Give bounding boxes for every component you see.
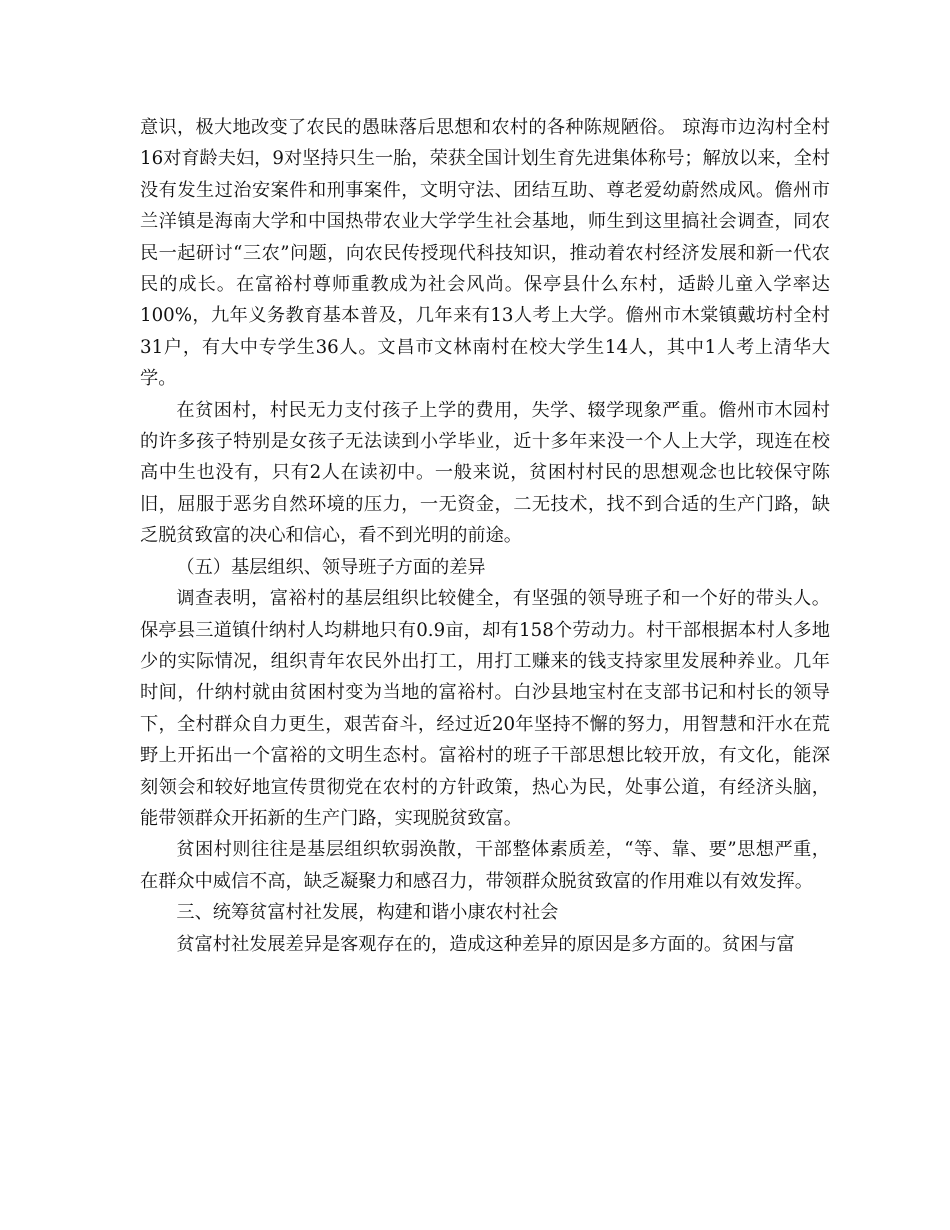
paragraph-differences-cause: 贫富村社发展差异是客观存在的，造成这种差异的原因是多方面的。贫困与富 <box>176 933 795 955</box>
section-heading-coordination: 三、统筹贫富村社发展，构建和谐小康农村社会 <box>176 902 559 924</box>
paragraph-poor-villages-leadership: 贫困村则往往是基层组织软弱涣散，干部整体素质差，“等、靠、要”思想严重，在群众中威信不高，缺乏凝聚力和感召力，带领群众脱贫致富的作用难以有效发挥。 <box>140 839 830 892</box>
section-heading-grassroots: （五）基层组织、领导班子方面的差异 <box>176 556 486 578</box>
paragraph-rich-villages-leadership: 调查表明，富裕村的基层组织比较健全，有坚强的领导班子和一个好的带头人。保亭县三道镇什纳村人均耕地只有0.9亩，却有158个劳动力。村干部根据本村人多地少的实际情况，组织青年农民外出打工，用打工赚来的钱支持家里发展种养业。几年时间，什纳村就由贫困村变为当地的富裕村。白沙县地宝村在支部书记和村长的领导下，全村群众自力更生，艰苦奋斗，经过近20年坚持不懈的努力，用智慧和汗水在荒野上开拓出一个富裕的文明生态村。富裕村的班子干部思想比较开放，有文化，能深刻领会和较好地宣传贯彻党在农村的方针政策，热心为民，处事公道，有经济头脑，能带领群众开拓新的生产门路，实现脱贫致富。 <box>140 588 830 829</box>
document-body <box>140 112 830 960</box>
paragraph-continuation: 意识，极大地改变了农民的愚昧落后思想和农村的各种陈规陋俗。 琼海市边沟村全村16对育龄夫妇，9对坚持只生一胎，荣获全国计划生育先进集体称号；解放以来，全村没有发生过治安案件和刑事案件，文明守法、团结互助、尊老爱幼蔚然成风。儋州市兰洋镇是海南大学和中国热带农业大学学生社会基地，师生到这里搞社会调查，同农民一起研讨“三农”问题，向农民传授现代科技知识，推动着农村经济发展和新一代农民的成长。在富裕村尊师重教成为社会风尚。保亭县什么东村，适龄儿童入学率达100%，九年义务教育基本普及，几年来有13人考上大学。儋州市木棠镇戴坊村全村31户，有大中专学生36人。文昌市文林南村在校大学生14人，其中1人考上清华大学。 <box>140 117 830 390</box>
paragraph-poor-villages-education: 在贫困村，村民无力支付孩子上学的费用，失学、辍学现象严重。儋州市木园村的许多孩子特别是女孩子无法读到小学毕业，近十多年来没一个人上大学，现连在校高中生也没有，只有2人在读初中。一般来说，贫困村村民的思想观念也比较保守陈旧，屈服于恶劣自然环境的压力，一无资金，二无技术，找不到合适的生产门路，缺乏脱贫致富的决心和信心，看不到光明的前途。 <box>140 399 830 547</box>
